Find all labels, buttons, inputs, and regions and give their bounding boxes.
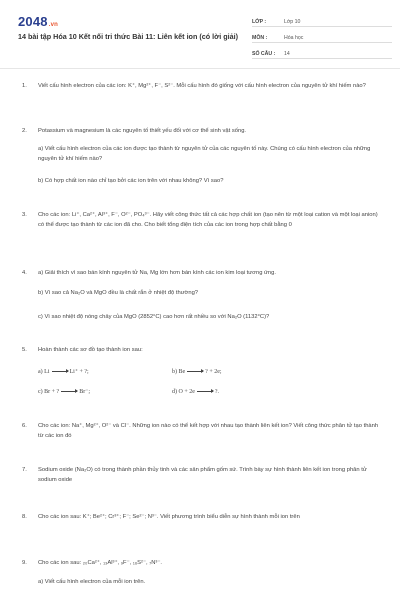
- question-text: Cho các ion: Na⁺, Mg²⁺, O²⁻ và Cl⁻. Những ion nào có thể kết hợp với nhau tạo thành liên kết ion? Viết công thức phân tử tạo thành từ các ion đó: [38, 423, 379, 439]
- meta-row-subject: [252, 30, 392, 43]
- question-number: 2.: [22, 128, 27, 134]
- question-text: Hoàn thành các sơ đồ tạo thành ion sau:: [38, 347, 143, 353]
- meta-value: 14: [284, 51, 290, 57]
- logo-text: 2048: [18, 14, 48, 29]
- meta-row-count: [252, 46, 392, 59]
- meta-value: Lớp 10: [284, 19, 301, 25]
- question-number: 8.: [22, 514, 27, 520]
- question-part-b: b) Có hợp chất ion nào chỉ tạo bởi các ion trên với nhau không? Vì sao?: [38, 178, 224, 184]
- divider: [0, 68, 400, 69]
- reaction-right: ?.: [214, 389, 220, 395]
- question-text: Sodium oxide (Na₂O) có trong thành phần thủy tinh và các sản phẩm gốm sứ. Trình bày sự hình thành liên kết ion trong phân tử sodium oxide: [38, 467, 367, 483]
- meta-row-class: [252, 14, 392, 27]
- question-text: Cho các ion sau: K⁺; Be²⁺; Cr³⁺; F⁻; Se²⁻; N³⁻. Viết phương trình biểu diễn sự hình thành mỗi ion trên: [38, 514, 300, 520]
- meta-value: Hóa học: [284, 35, 304, 41]
- question-number: 5.: [22, 347, 27, 353]
- reaction-d: [172, 388, 219, 398]
- question-part-b: b) Vì sao cả Na₂O và MgO đều là chất rắn ở nhiệt độ thường?: [38, 290, 199, 296]
- arrow-icon: [197, 391, 213, 392]
- question-number: 3.: [22, 212, 27, 218]
- question-part-a: a) Viết cấu hình electron của các ion được tạo thành từ nguyên tử của các nguyên tố này. Chúng có cấu hình electron của những nguyên tử khí hiếm nào?: [38, 146, 371, 162]
- logo-suffix: .vn: [48, 22, 59, 28]
- reaction-c: [38, 388, 90, 398]
- reaction-left: c) Br + ?: [38, 389, 60, 395]
- reaction-left: a) Li: [38, 369, 50, 375]
- arrow-icon: [52, 371, 68, 372]
- site-logo[interactable]: [18, 14, 58, 29]
- question-number: 4.: [22, 270, 27, 276]
- reaction-right: Li⁺ + ?;: [69, 369, 89, 375]
- question-text: Potassium và magnesium là các nguyên tố thiết yếu đối với cơ thể sinh vật sống.: [38, 128, 247, 134]
- reaction-left: b) Be: [172, 369, 186, 375]
- page-title: 14 bài tập Hóa 10 Kết nối tri thức Bài 11: Liên kết ion (có lời giải): [18, 32, 238, 41]
- reaction-left: d) O + 2e: [172, 389, 195, 395]
- question-text: a) Giải thích vì sao bán kính nguyên tử Na, Mg lớn hơn bán kính các ion kim loại tương ứng.: [38, 270, 276, 276]
- reaction-b: [172, 368, 222, 378]
- meta-label: MÔN :: [252, 35, 268, 41]
- arrow-icon: [61, 391, 77, 392]
- reaction-right: Br⁻;: [79, 389, 91, 395]
- question-number: 6.: [22, 423, 27, 429]
- reaction-a: [38, 368, 89, 378]
- meta-label: SỐ CÂU :: [252, 51, 276, 57]
- question-text: Cho các ion: Li⁺, Ca²⁺, Al³⁺, F⁻, O²⁻, PO₄³⁻. Hãy viết công thức tất cả các hợp chất ion (tạo nên từ một loại cation và một loại anion) có thể được tạo thành từ các ion đã cho. Cho biết tổng điện tích của các ion trong hợp chất bằng 0: [38, 212, 378, 228]
- question-text: Viết cấu hình electron của các ion: K⁺, Mg²⁺, F⁻, S²⁻. Mỗi cấu hình đó giống với cấu hình electron của nguyên tử khí hiếm nào?: [38, 83, 366, 89]
- question-number: 1.: [22, 83, 27, 89]
- meta-label: LỚP :: [252, 19, 267, 25]
- arrow-icon: [187, 371, 203, 372]
- question-number: 7.: [22, 467, 27, 473]
- question-part-a: a) Viết cấu hình electron của mỗi ion trên.: [38, 579, 146, 585]
- meta-info: [252, 14, 392, 62]
- question-number: 9.: [22, 560, 27, 566]
- reaction-right: ? + 2e;: [205, 369, 222, 375]
- question-part-c: c) Vì sao nhiệt độ nóng chảy của MgO (2852°C) cao hơn rất nhiều so với Na₂O (1132°C)?: [38, 314, 270, 320]
- question-text: Cho các ion sau: ₂₀Ca²⁺, ₁₃Al³⁺, ₉F⁻, ₁₆S²⁻, ₇N³⁻.: [38, 560, 163, 566]
- page-header: [0, 0, 400, 62]
